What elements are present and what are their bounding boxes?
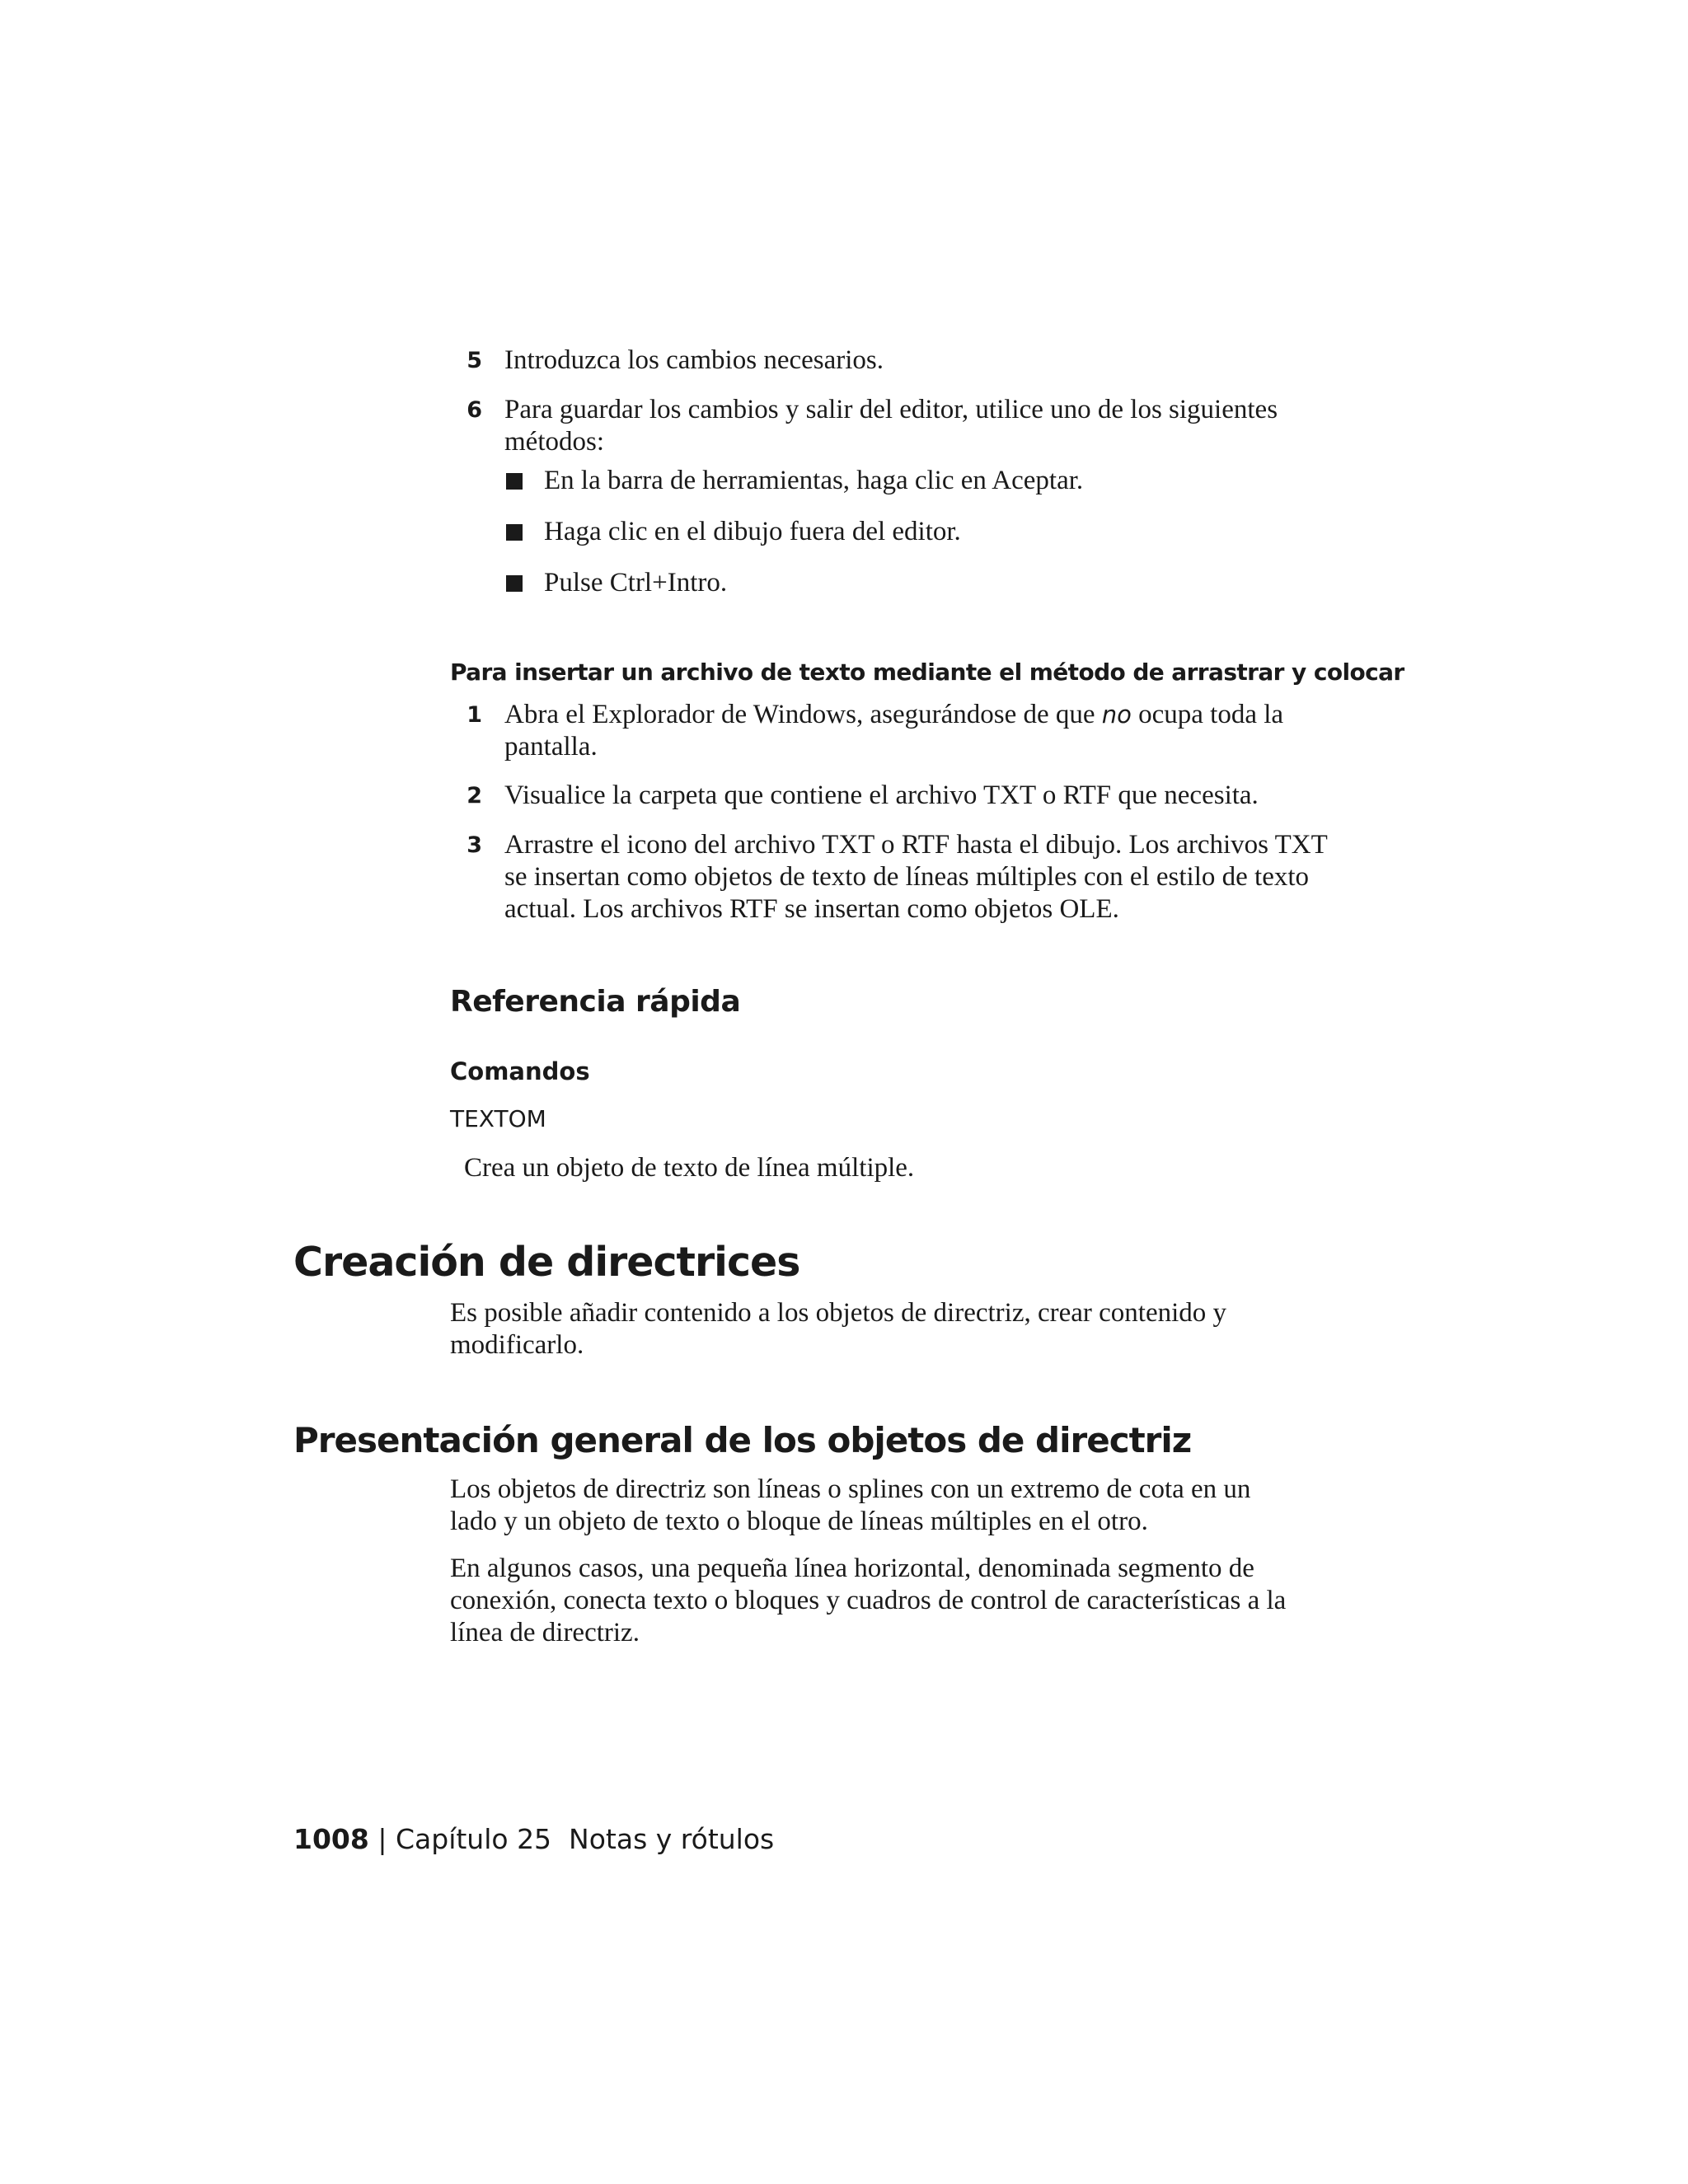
command-name: TEXTOM [450,1105,546,1132]
bullet-square-icon [506,473,523,490]
bullet-square-icon [506,524,523,541]
step-number: 1 [467,702,482,728]
section-paragraph: Los objetos de directriz son líneas o splines con un extremo de cota en un lado y un objeto de texto o bloque de líneas múltiples en el otro. [450,1474,1251,1536]
bullet-square-icon [506,575,523,592]
step-text: Arrastre el icono del archivo TXT o RTF hasta el dibujo. Los archivos TXT se insertan como objetos de texto de líneas múltiples con el estilo de texto actual. Los archivos RTF se insertan como objetos OLE. [504,830,1328,924]
bullet-text: Haga clic en el dibujo fuera del editor. [544,517,961,546]
section-paragraph: En algunos casos, una pequeña línea horizontal, denominada segmento de conexión, conecta texto o bloques y cuadros de control de características a la línea de directriz. [450,1554,1287,1647]
step-number: 5 [467,348,482,373]
quick-reference-heading: Referencia rápida [450,985,741,1019]
step-number: 6 [467,397,482,423]
chapter-title: Notas y rótulos [569,1823,775,1855]
chapter-label: Capítulo 25 [395,1823,552,1855]
bullet-text: En la barra de herramientas, haga clic en Aceptar. [544,466,1084,495]
procedure-heading: Para insertar un archivo de texto mediante el método de arrastrar y colocar [450,658,1404,686]
section-title: Creación de directrices [293,1239,800,1286]
step-text: Visualice la carpeta que contiene el archivo TXT o RTF que necesita. [504,780,1259,810]
step-number: 3 [467,832,482,858]
section-title: Presentación general de los objetos de directriz [293,1420,1192,1460]
footer-separator: | [377,1823,387,1855]
bullet-text: Pulse Ctrl+Intro. [544,568,728,598]
page-number: 1008 [293,1823,369,1855]
step-text: Introduzca los cambios necesarios. [504,345,884,375]
step-number: 2 [467,783,482,808]
page-footer [293,1823,774,1856]
section-paragraph: Es posible añadir contenido a los objetos de directriz, crear contenido y modificarlo. [450,1298,1227,1360]
commands-heading: Comandos [450,1057,590,1085]
command-description: Crea un objeto de texto de línea múltiple. [464,1153,915,1183]
step-text: Para guardar los cambios y salir del editor, utilice uno de los siguientes métodos: [504,395,1278,457]
step-text: Abra el Explorador de Windows, asegurándose de que no ocupa toda la pantalla. [504,700,1284,762]
